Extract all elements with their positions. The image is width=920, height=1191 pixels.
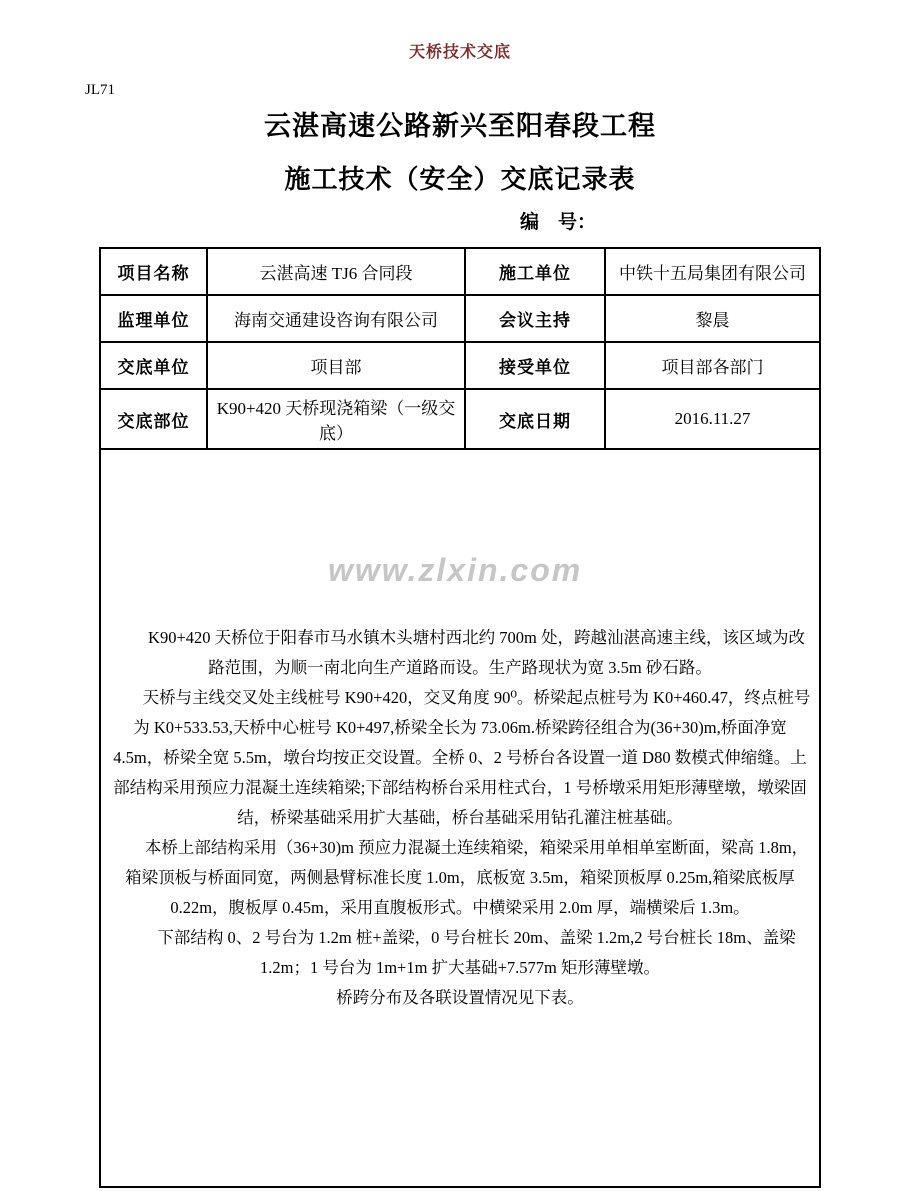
field-value-supervision-unit: 海南交通建设咨询有限公司 — [207, 295, 465, 342]
body-paragraph: 桥跨分布及各联设置情况见下表。 — [336, 988, 584, 1007]
field-value-disclosing-unit: 项目部 — [207, 342, 465, 389]
table-row — [100, 342, 820, 389]
field-label-project-name: 项目名称 — [100, 248, 207, 295]
field-label-disclosure-date: 交底日期 — [465, 389, 605, 449]
field-value-project-name: 云湛高速 TJ6 合同段 — [207, 248, 465, 295]
field-label-meeting-host: 会议主持 — [465, 295, 605, 342]
table-row-body — [100, 449, 820, 1187]
corner-code: JL71 — [85, 82, 115, 98]
serial-number-label: 编 号： — [520, 212, 597, 233]
field-value-construction-unit: 中铁十五局集团有限公司 — [605, 248, 820, 295]
field-label-supervision-unit: 监理单位 — [100, 295, 207, 342]
doc-header: 天桥技术交底 — [408, 44, 511, 61]
info-table — [99, 247, 821, 1188]
body-paragraph: 下部结构 0、2 号台为 1.2m 桩+盖梁，0 号台桩长 20m、盖梁 1.2m,2 号台桩长 18m、盖梁 1.2m；1 号台为 1m+1m 扩大基础+7.577m 矩形薄壁墩。 — [157, 928, 796, 977]
field-label-receiving-unit: 接受单位 — [465, 342, 605, 389]
field-label-construction-unit: 施工单位 — [465, 248, 605, 295]
page-subtitle: 施工技术（安全）交底记录表 — [284, 165, 636, 194]
field-label-disclosure-part: 交底部位 — [100, 389, 207, 449]
table-row — [100, 295, 820, 342]
body-paragraph: 天桥与主线交叉处主线桩号 K90+420，交叉角度 90⁰。桥梁起点桩号为 K0+460.47，终点桩号为 K0+533.53,天桥中心桩号 K0+497,桥梁全长为 73.06m.桥梁跨径组合为(36+30)m,桥面净宽 4.5m，桥梁全宽 5.5m，墩台均按正交设置。全桥 0、2 号桥台各设置一道 D80 数模式伸缩缝。上部结构采用预应力混凝土连续箱梁;下部结构桥台采用柱式台，1 号桥墩采用矩形薄壁墩，墩梁固结，桥梁基础采用扩大基础，桥台基础采用钻孔灌注桩基础。 — [113, 688, 811, 827]
body-paragraph: 本桥上部结构采用（36+30)m 预应力混凝土连续箱梁，箱梁采用单相单室断面，梁高 1.8m，箱梁顶板与桥面同宽，两侧悬臂标准长度 1.0m，底板宽 3.5m，箱梁顶板厚 0.25m,箱梁底板厚 0.22m，腹板厚 0.45m，采用直腹板形式。中横梁采用 2.0m 厚，端横梁后 1.3m。 — [125, 838, 809, 917]
body-paragraph: K90+420 天桥位于阳春市马水镇木头塘村西北约 700m 处，跨越汕湛高速主线，该区域为改路范围，为顺一南北向生产道路而设。生产路现状为宽 3.5m 砂石路。 — [148, 628, 805, 677]
page-title: 云湛高速公路新兴至阳春段工程 — [264, 111, 656, 141]
watermark: www.zlxin.com — [328, 552, 583, 588]
field-value-disclosure-part: K90+420 天桥现浇箱梁（一级交底） — [207, 389, 465, 449]
field-value-meeting-host: 黎晨 — [605, 295, 820, 342]
field-value-disclosure-date: 2016.11.27 — [605, 389, 820, 449]
table-row — [100, 248, 820, 295]
disclosure-content-cell — [100, 449, 820, 1187]
table-row — [100, 389, 820, 449]
field-label-disclosing-unit: 交底单位 — [100, 342, 207, 389]
field-value-receiving-unit: 项目部各部门 — [605, 342, 820, 389]
